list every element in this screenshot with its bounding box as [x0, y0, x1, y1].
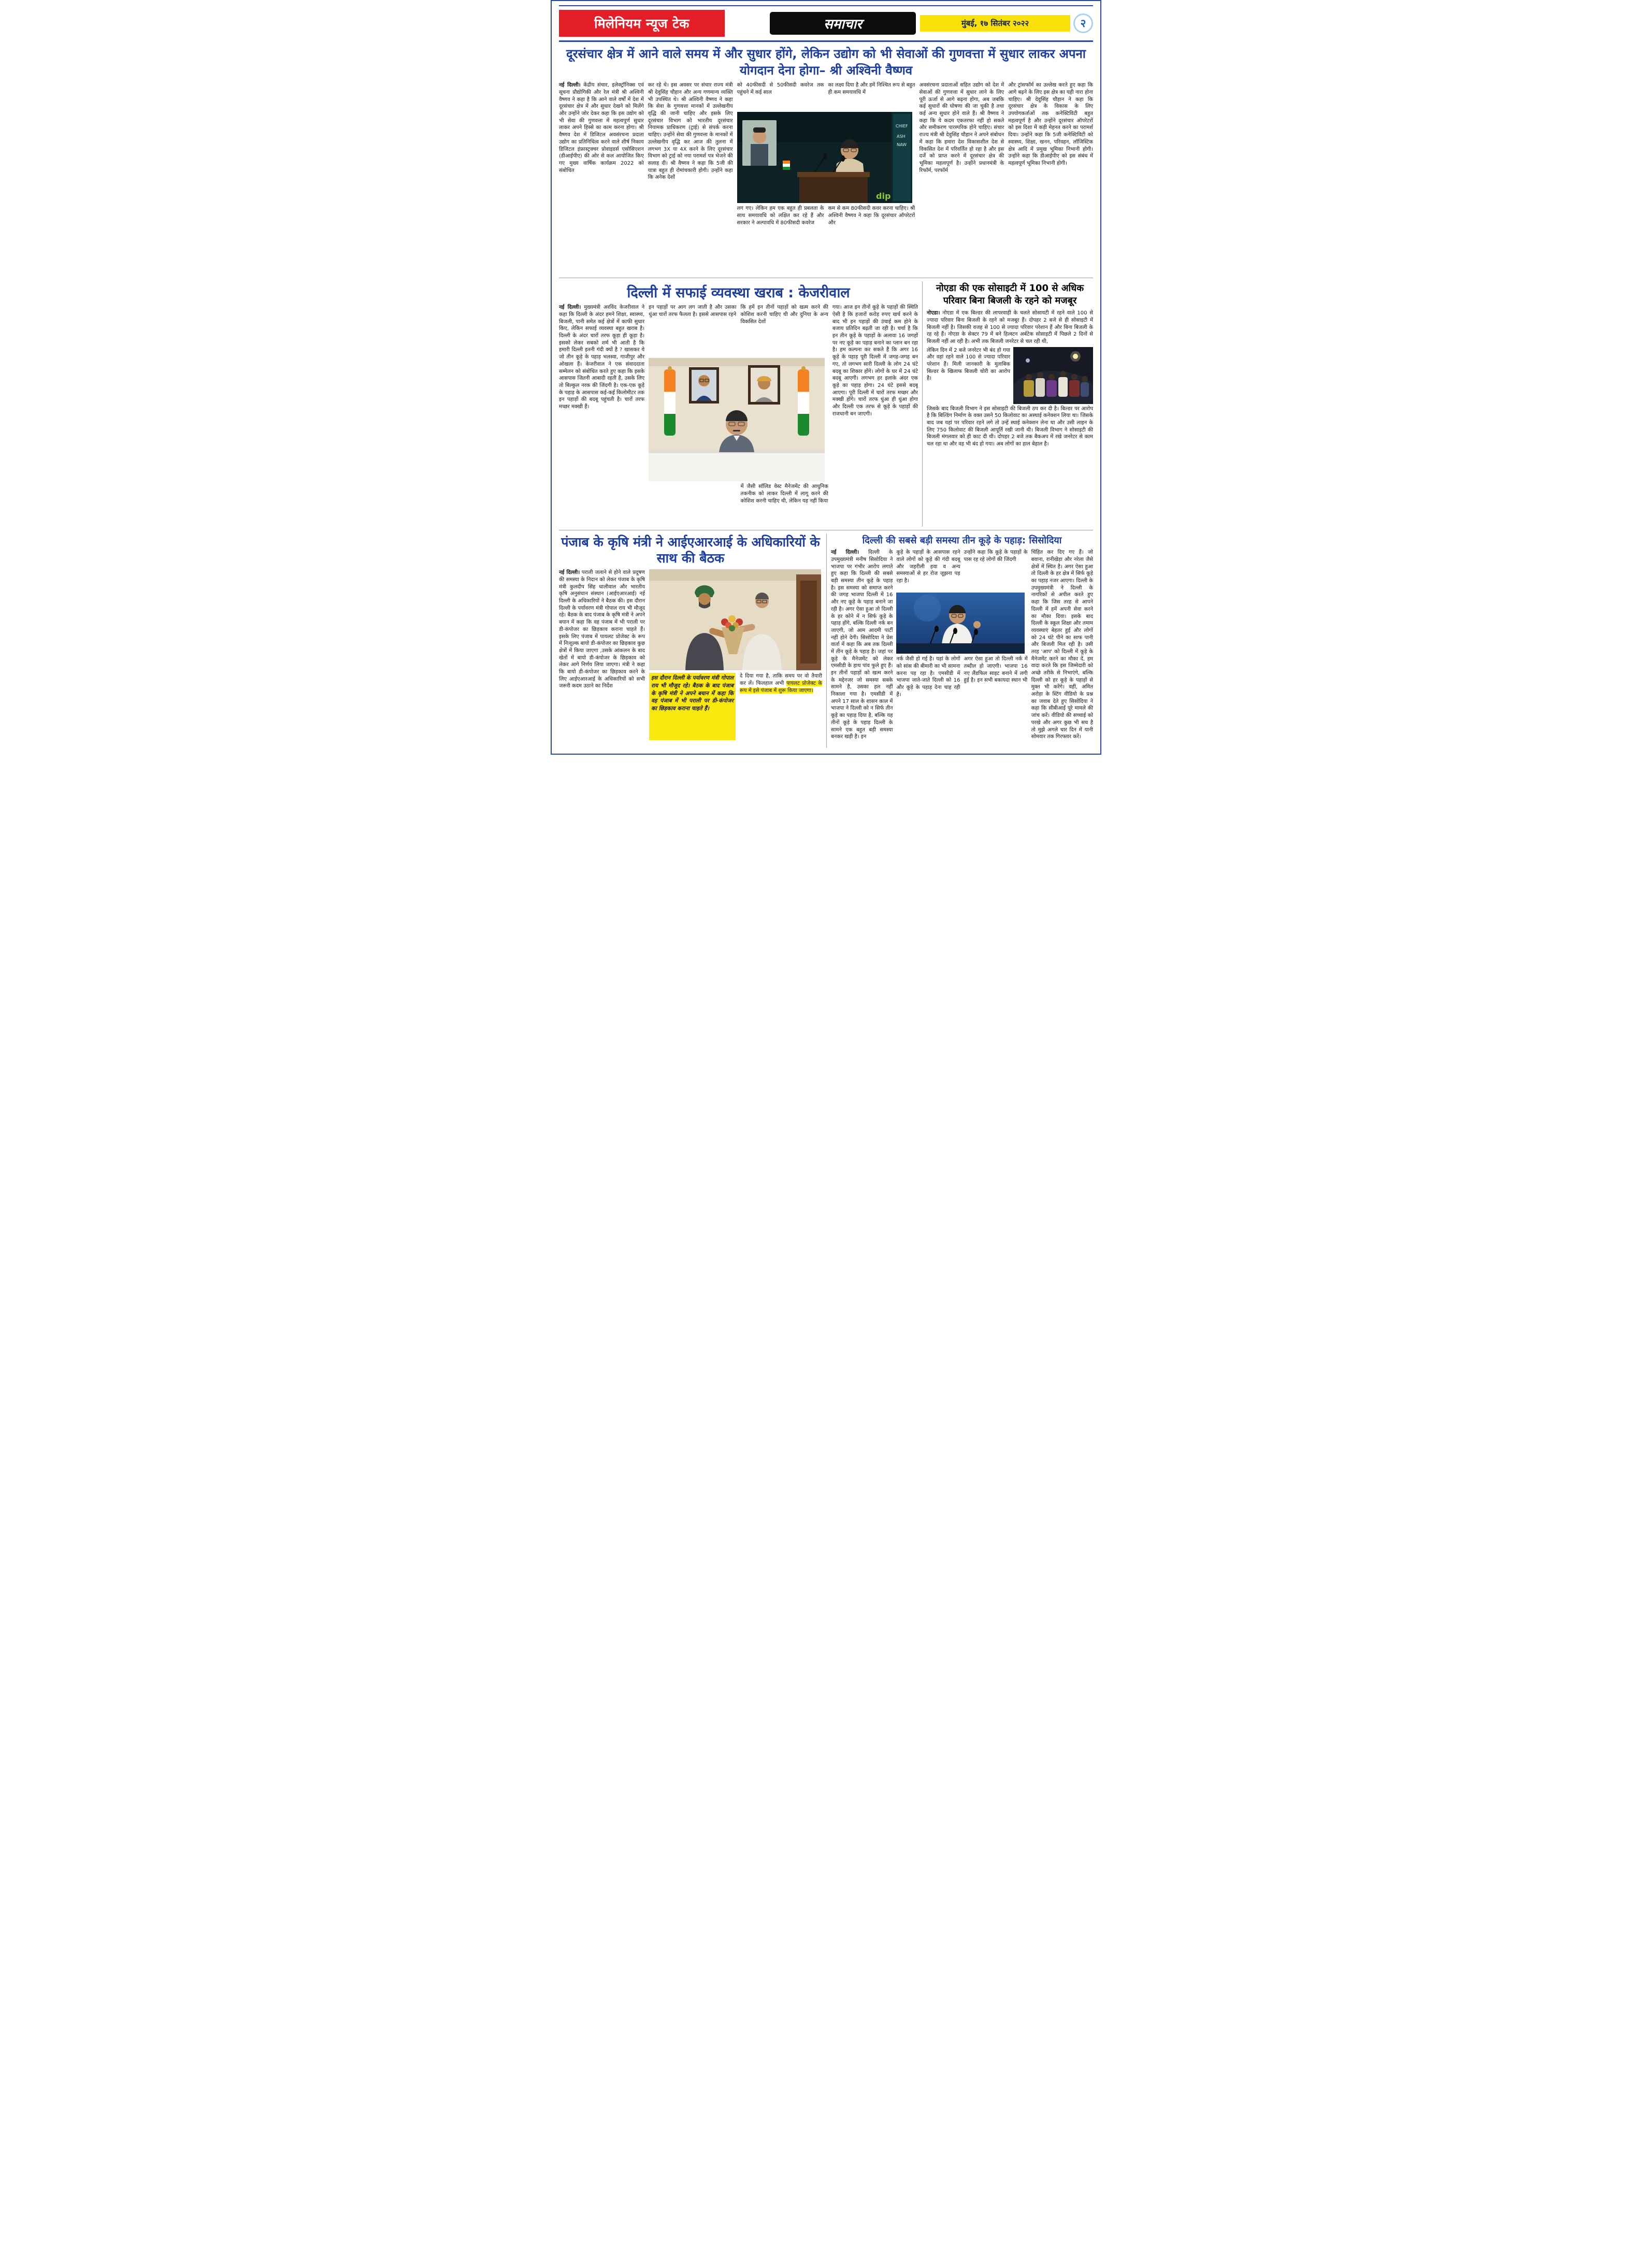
- sisodia-col-4: चिंहित कर दिए गए हैं। जो बवाना, रानीखेड़ा और नरेला जैसे क्षेत्रों में स्थित है। अगर ऐसा हुआ तो दिल्ली के हर क्षेत्र में सिर्फ कूड़े का पहाड़ नजर आएगा। दिल्ली के उपमुख्यमंत्री ने दिल्ली के नागरिकों से अपील करते हुए कहा कि जिस तरह से आपने दिल्ली में हमें अपनी सेवा करने का मौका दिया। इसके बाद दिल्ली के स्कूल शिक्षा और तमाम व्यवस्थाएं बेहतर हुई और लोगों को 24 घंटे पीने का साफ पानी और बिजली मिल रही है। उसी तरह 'आप' को दिल्ली में कूड़े के मैनेजमेंट करने का मौका दें, हम वादा करते कि इस जिम्मेदारी को अच्छे तरीके से निभाएंगे, बल्कि दिल्ली को हर कूड़े के पहाड़ों से मुक्त भी करेंगे। वहीं, अमित अरोड़ा के स्टिंग वीडियो के प्रश्न का जवाब देते हुए सिसोदिया ने कहा कि सीबीआई पूरे मामले की जांच करें। वीडियो की सच्चाई को परखे और अगर कुछ भी सच है तो मुझे अगले चार दिन में यानी सोमवार तक गिरफ्तार करें।: [1031, 550, 1093, 740]
- kejriwal-article: [559, 281, 922, 527]
- section-label-text: समाचार: [824, 17, 862, 32]
- newspaper-page: [551, 0, 1101, 755]
- punjab-photo-block: [649, 569, 822, 740]
- sisodia-below-photo: नर्क जैसी हो गई है। यहां के लोगों को सांस की बीमारी का भी सामना करना पड़ रहा है। एमसीडी में भाजपा जाते-जाते दिल्ली को 16 और कूड़े के पहाड़ देना चाह रही हैं। अगर ऐसा हुआ तो दिल्ली नर्क में तब्दील हो जाएगी। भाजपा 16 नए लैंडफिल साइट बनाने में लगी हुई है। इन सभी बकायदा स्थान भी: [896, 656, 1028, 698]
- dip-logo: dip: [875, 191, 890, 201]
- punjab-caption-row: [649, 673, 822, 740]
- punjab-col-1: नई दिल्ली। पराली जलाने से होने वाले प्रदूषण की समस्या के निदान को लेकर पंजाब के कृषि मंत्री कुलदीप सिंह धालीवाल और भारतीय कृषि अनुसंधान संस्थान (आईएआरआई) नई दिल्ली के अधिकारियों ने बैठक की। इस दौरान दिल्ली के पर्यावरण मंत्री गोपाल राय भी मौजूद रहे। बैठक के बाद पंजाब के कृषि मंत्री ने अपने बयान में कहा कि वह पंजाब में भी पराली पर डी-कंपोजर का छिड़काव कराना चाहते हैं। इसके लिए पंजाब में पायलट प्रोजेक्ट के रूप में निःशुल्क बायो डी-कंपोजर का छिड़काव कुछ क्षेत्रों में किया जाएगा ,उसके आंकलन के बाद खेतों में बायो डी-कंपोजर के छिड़काव को लेकर आगे निर्णय लिया जाएगा। मंत्री ने कहा कि बायो डी-कंपोजर का छिड़काव करने के लिए आईएआरआई के अधिकारियों को सभी जरूरी कदम उठाने का निर्देश: [559, 570, 645, 689]
- photo-kejriwal-press: [649, 358, 825, 481]
- sisodia-photo-block: [896, 549, 1027, 742]
- telecom-photo-block: [737, 82, 915, 275]
- section-2: [559, 281, 1093, 527]
- telecom-below-photo: लग गए। लेकिन हम एक बहुत ही प्रबलता के साथ समयावधि को लक्षित कर रहे हैं और सरकार ने अल्पावधि में 80फीसदी कवरेज कम से कम 80फीसदी कवर करना चाहिए। श्री अश्विनी वैष्णव ने कहा कि दूरसंचार ऑपरेटरों और: [737, 206, 915, 226]
- svg-text:ASH: ASH: [896, 134, 906, 139]
- noida-article: [922, 281, 1093, 527]
- india-flag-right: [798, 366, 809, 436]
- kejriwal-below-photo: में जैसी सॉलिड वेस्ट मैनेजमेंट की आधुनिक तकनीक को लाकर दिल्ली में लागू करने की कोशिश करनी चाहिए थी, लेकिन यह नहीं किया: [740, 484, 828, 504]
- telecom-col-2: कर रहे थे। इस अवसर पर संचार राज्य मंत्री श्री देवुसिंह चौहान और अन्य गणमान्य व्यक्ति भी उपस्थित थे। श्री अश्विनी वैष्णव ने कहा कि सेवा के गुणवत्ता मानकों में उल्लेखनीय वृद्धि की जानी चाहिए और इसके लिए दूरसंचार विभाग को भारतीय दूरसंचार नियामक प्राधिकरण (ट्राई) से संपर्क करना चाहिए। उन्होंने सेवा की गुणवत्ता के मानकों में उल्लेखनीय वृद्धि कर आज की तुलना में लगभग 3X या 4X करने के लिए दूरसंचार विभाग को ट्राई को नया परामर्श पत्र भेजने की सलाह दी। श्री वैष्णव ने कहा कि 5जी की यात्रा बहुत ही रोमांचकारी होगी। उन्होंने कहा कि अनेक देशों: [648, 82, 733, 181]
- section-label: [770, 12, 916, 35]
- kejriwal-col-4: गया। आज इन तीनों कूड़े के पहाड़ों की स्थिति ऐसी है कि हजारों करोड़ रुपए खर्च करने के बाद भी इन पहाड़ों की उंचाई कम होने के बजाय प्रतिदिन बढ़ती जा रही है। चर्चा है कि इन तीन कूड़े के पहाड़ों के अलावा 16 जगहों पर नए कूड़े का पहाड़ बनाने का प्लान बन रहा है। हम कल्पना कर सकते हैं कि अगर 16 कूड़े के पहाड़ पूरी दिल्ली में जगह-जगह बन गए, तो लगभग सारी दिल्ली के लोग 24 घंटे बदबू का शिकार होंगे। लोगों के घर में 24 घंटे बदबू आएगी। लगभग हर इलाके अंदर एक कूड़े का पहाड़ होगा। 24 घंटे इससे बदबू आएगा। पूरी दिल्ली में चारों तरफ मच्छर और मक्खी होंगे। चारों तरफ धुंआ ही धुंआ होगा और दिल्ली एक तरफ से कूड़े के पहाड़ों की राजधानी बन जाएगी।: [832, 305, 918, 417]
- page-number-badge: [1073, 13, 1093, 33]
- table-flag: [783, 161, 790, 170]
- photo-vaishnaw-speech: [737, 112, 912, 203]
- header-rule: [559, 40, 1093, 42]
- noida-photo-row: लेकिन दिन में 2 बजे जनरेटर भी बंद हो गया और वहां रहने वाले 100 से ज्यादा परिवार परेशान हैं। मिली जानकारी के मुताबिक बिल्डर के खिलाफ बिजली चोरी का आरोप है।: [927, 347, 1093, 404]
- kejriwal-body: [559, 304, 918, 526]
- photo-punjab-meeting: [649, 569, 821, 670]
- india-flag-left: [664, 366, 676, 436]
- event-banner: [892, 112, 912, 203]
- press-desk: [896, 643, 1025, 654]
- punjab-body: [559, 569, 822, 740]
- projection-screen: [742, 120, 777, 166]
- telecom-article: [559, 82, 1093, 275]
- top-rule: [559, 5, 1093, 6]
- punjab-tail: दे दिया गया है, ताकि समय पर वो तैयारी कर लें। फिलहाल अभी पायलट प्रोजेक्ट के रूप में इसे पंजाब में शुरू किया जाएगा।: [740, 673, 822, 694]
- masthead: [559, 10, 725, 37]
- noida-headline: नोएडा की एक सोसाइटी में 100 से अधिक परिवार बिना बिजली के रहने को मजबूर: [936, 283, 1084, 306]
- svg-text:NAW: NAW: [896, 142, 907, 148]
- portrait-bhagat-singh: [748, 365, 780, 405]
- section-3: [559, 533, 1093, 748]
- sisodia-col-1: नई दिल्ली। दिल्ली के उपमुख्यमंत्री मनीष सिसोदिया ने भाजपा पर गंभीर आरोप लगाते हुए कहा कि दिल्ली की सबसे बड़ी समस्या तीन कूड़े के पहाड़ है। इस समस्या को समाप्त करने की जगह भाजपा दिल्ली में 16 और नए कूड़े के पहाड़ बनाने जा रही है। अगर ऐसा हुआ तो दिल्ली के हर कोने में न सिर्फ कूड़े के पहाड़ होंगे, बल्कि दिल्ली नर्क बन जाएगी, जो आम आदमी पार्टी नहीं होने देगी। सिसोदिया ने प्रेस वार्ता में कहा कि अब तक दिल्ली में तीन कूड़े के पहाड़ है। जहां पर कूड़े के मैनेजमेंट को लेकर एमसीडी के हाथ पांव फूले हुए हैं। इन तीनों पहाड़ों को खत्म करने के मद्देनजर जो समस्या सबके सामने है, उसका हल नहीं निकाला गया है। एमसीडी में अपने 17 साल के शासन काल में भाजपा ने दिल्ली को न सिर्फ तीन कूड़े का पहाड़ दिया है, बल्कि यह तीनों कूड़े के पहाड़ दिल्ली के सामने एक बहुत बड़ी समस्या बनकर खड़ी है। इन: [831, 550, 893, 740]
- punjab-article: [559, 533, 826, 748]
- photo-noida-residents: [1013, 347, 1093, 404]
- kejriwal-photo-block: [649, 304, 828, 526]
- sisodia-article: [826, 533, 1093, 748]
- kejriwal-col-1: नई दिल्ली। मुख्यमंत्री अरविंद केजरीवाल ने कहा कि दिल्ली के अंदर हमने शिक्षा, स्वास्थ्य, बिजली, पानी समेत कई क्षेत्रों में काफी सुधार किए, लेकिन सफाई व्यवस्था बहुत खराब है। दिल्ली के अंदर चारों तरफ कूड़ा ही कूड़ा है। इसको लेकर सबको शर्म भी आती है कि हमारी दिल्ली इतनी गंदी क्यों है ? खासकर ये जो तीन कूड़े के पहाड़ भलस्वा, गाजीपुर और ओखला हैं। केजरीवाल ने एक संवाददाता सम्मेलन को संबोधित करते हुए कहा कि इसके आसपास जितनी आबादी रहती है, उसके लिए तो बिल्कुल नरक की जिंदगी है। एक-एक कूड़े के पहाड़ के आसपास कई-कई किलोमीटर तक इन पहाड़ों की बदबू पहुंचती है। चारों तरफ मच्छर मक्खी हैं।: [559, 305, 645, 410]
- sisodia-headline: दिल्ली की सबसे बड़ी समस्या तीन कूड़े के पहाड़: सिसोदिया: [862, 535, 1062, 546]
- noida-body-3: जिसके बाद बिजली विभाग ने इस सोसाइटी की बिजली ठप कर दी है। बिल्डर पर आरोप है कि बिल्डिंग निर्माण के वक्त उसने 50 किलोवाट का अस्थाई कनेक्शन लिया था। जिसके बाद जब यहां पर परिवार रहने लगे तो उन्हें स्थाई कनेक्शन लेना था और उसी लाइन के लिए 750 किलोवाट की बिजली आपूर्ति रखी जानी थी। बिजली विभाग ने सोसाइटी की बिजली मंगलवार को ही काट दी थी। दोपहर 2 बजे तक बैकअप में रखे जनरेटर से काम चल रहा था और वह भी बंद हो गया। अब लोगों का हाल बेहाल है।: [927, 406, 1093, 447]
- desk: [649, 450, 825, 481]
- svg-text:CHIEF: CHIEF: [895, 124, 908, 129]
- kejriwal-headline: दिल्ली में सफाई व्यवस्था खराब : केजरीवाल: [627, 285, 850, 301]
- punjab-tail-highlight: पायलट प्रोजेक्ट के रूप में इसे पंजाब में शुरू किया जाएगा।: [740, 681, 822, 694]
- telecom-col-6: और ट्रांसफॉर्म का उल्लेख करते हुए कहा कि आगे बढ़ने के लिए इस क्षेत्र का यही नारा होना चाहिए। श्री देवुसिंह चौहान ने कहा कि दूरसंचार क्षेत्र के विकास के लिए उपयोगकर्ताओं तक कनेक्टिविटी बहुत महत्वपूर्ण है और उन्होंने दूरसंचार ऑपरेटरों को इस दिशा में कड़ी मेहनत करने का परामर्श दिया। उन्होंने कहा कि 5जी कनेक्टिविटी को स्वास्थ्य, शिक्षा, खनन, परिवहन, लॉजिस्टिक क्षेत्र आदि में प्रमुख भूमिका निभानी होगी। उन्होंने कहा कि डीआईपीए को इस संबंध में महत्वपूर्ण भूमिका निभानी होगी।: [1008, 82, 1093, 166]
- masthead-title: मिलेनियम न्यूज टेक: [594, 16, 689, 31]
- photo-sisodia-press: [896, 593, 1025, 654]
- telecom-above-photo: को 40फीसदी से 50फीसदी कवरेज तक पहुंचने में कई साल का लक्ष्य दिया है और हमें निश्चित रूप से बहुत ही कम समयावधि में: [737, 82, 915, 96]
- kejriwal-dateline: नई दिल्ली।: [559, 305, 581, 311]
- noida-dateline: नोएडा।: [927, 310, 940, 316]
- telecom-headline: दूरसंचार क्षेत्र में आने वाले समय में और सुधार होंगे, लेकिन उद्योग को भी सेवाओं की गुणवत्ता में सुधार लाकर अपना योगदान देना होगा– श्री अश्विनी वैष्णव: [566, 47, 1086, 78]
- page-header: [559, 9, 1093, 38]
- noida-body-1: नोएडा। नोएडा में एक बिल्डर की लापरवाही के चलते सोसायटी में रहने वाले 100 से ज्यादा परिवार बिना बिजली के रहने को मजबूर हैं। दोपहर 2 बजे से ही सोसाइटी में बिजली नहीं है। जिसकी वजह से 100 से ज्यादा परिवार परेशान हैं और बिना बिजली के रह रहे हैं। नोएडा के सेक्टर 79 में बने हिल्स्टन अर्बटेक सोसाइटी में पिछले 2 दिनों से बिजली नहीं आ रही है। अभी तक बिजली जनरेटर से चल रही थी,: [927, 310, 1093, 344]
- telecom-dateline: नई दिल्ली।: [559, 82, 581, 89]
- page-number: २: [1080, 17, 1086, 30]
- telecom-col-1: [559, 82, 644, 275]
- sisodia-above-photo: कूड़े के पहाड़ों के आसपास रहने वाले लोगों को कूड़े की गंदी बदबू और जहरीली हवा व अन्य समस्याओं से हर रोज जूझना पड़ रहा है। उन्होंने कहा कि कूड़े के पहाड़ों के पास रह रहे लोगों की जिंदगी: [896, 550, 1028, 584]
- telecom-col1-text: केंद्रीय संचार, इलेक्ट्रॉनिक्स एवं सूचना प्रौद्योगिकी और रेल मंत्री श्री अश्विनी वैष्णव ने कहा है कि आने वाले वर्षों में देश में दूरसंचार क्षेत्र में और सुधार देखने को मिलेंगे और उन्होंने जोर देकर कहा कि इस उद्योग को भी सेवा की गुणवत्ता में महत्वपूर्ण सुधार लाकर अपने हिस्से का काम करना होगा। श्री वैष्णव देश में डिजिटल अवसंरचना प्रदाता उद्योग का प्रतिनिधित्व करने वाले शीर्ष निकाय डिजिटल इंफ्रास्ट्रक्चर प्रोवाइडर्स एसोसिएशन (डीआईपीए) की ओर से कल आयोजित किए गए मुख्य वार्षिक कार्यक्रम 2022 को संबोधित: [559, 82, 644, 174]
- portrait-ambedkar: [689, 367, 719, 403]
- date-box: [920, 15, 1070, 32]
- sisodia-dateline: नई दिल्ली।: [831, 550, 859, 556]
- podium: [797, 172, 870, 203]
- punjab-headline: पंजाब के कृषि मंत्री ने आईएआरआई के अधिकारियों के साथ की बैठक: [561, 535, 820, 566]
- telecom-col-5: अवसंरचना प्रदाताओं सहित उद्योग को देश में सेवाओं की गुणवत्ता में सुधार लाने के लिए पूरी ऊर्जा से आगे बढ़ना होगा, अब जबकि कई सुधारों की घोषणा की जा चुकी है तथा कई अन्य सुधार होने वाले हैं। श्री वैष्णव ने कहा कि ये कदम एकतरफा नहीं हो सकते और समीकरण पारस्परिक होने चाहिए। संचार राज्य मंत्री श्री देवुसिंह चौहान ने अपने संबोधन में कहा कि हमारा देश विकासशील देश से विकसित देश में परिवर्तित हो रहा है और इस दर्जे को प्राप्त करने में दूरसंचार क्षेत्र की भूमिका महत्वपूर्ण है। उन्होंने प्रधानमंत्री के रिफॉर्म, परफॉर्म: [919, 82, 1004, 174]
- punjab-photo-caption: इस दौरान दिल्ली के पर्यावरण मंत्री गोपाल राय भी मौजूद रहे। बैठक के बाद पंजाब के कृषि मंत्री ने अपने बयान में कहा कि वह पंजाब में भी पराली पर डी-कंपोजर का छिड़काव कराना चाहते हैं।: [649, 673, 736, 740]
- door-frame: [796, 574, 821, 670]
- kejriwal-above-photo: इन पहाड़ों पर आग लग जाती है और उसका धुंआ चारों तरफ फैलता है। इससे आसपास रहने कि हमें इन तीनों पहाड़ों को खत्म करने की कोशिश करनी चाहिए थी और दुनिया के अन्य विकसित देशों: [649, 305, 828, 325]
- punjab-dateline: नई दिल्ली।: [559, 570, 580, 576]
- sisodia-body: [831, 549, 1093, 742]
- date-text: मुंबई, १७ सितंबर २०२२: [961, 19, 1029, 28]
